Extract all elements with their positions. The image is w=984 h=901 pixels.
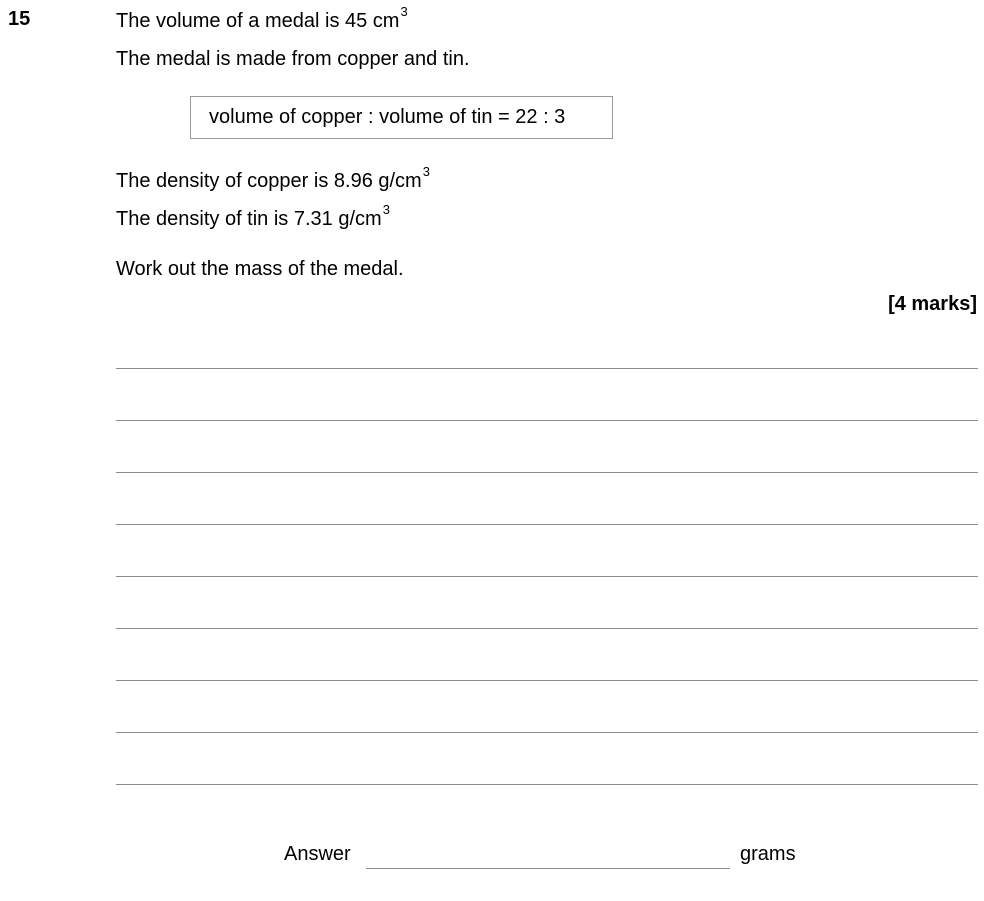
copper-density-statement	[116, 164, 430, 193]
answer-unit: grams	[740, 843, 796, 865]
working-line[interactable]	[116, 524, 978, 525]
working-line[interactable]	[116, 784, 978, 785]
answer-field[interactable]	[366, 868, 730, 869]
working-line[interactable]	[116, 472, 978, 473]
material-statement: The medal is made from copper and tin.	[116, 48, 470, 70]
tin-density-text: The density of tin is 7.31 g/cm	[116, 208, 382, 230]
copper-density-exponent: 3	[422, 164, 430, 179]
volume-statement	[116, 4, 408, 33]
answer-label: Answer	[284, 843, 351, 865]
volume-text: The volume of a medal is 45 cm	[116, 10, 400, 32]
working-line[interactable]	[116, 628, 978, 629]
working-line[interactable]	[116, 680, 978, 681]
tin-density-exponent: 3	[382, 202, 390, 217]
marks-label: [4 marks]	[888, 293, 977, 315]
tin-density-statement	[116, 202, 390, 231]
instruction: Work out the mass of the medal.	[116, 258, 404, 280]
working-line[interactable]	[116, 420, 978, 421]
volume-exponent: 3	[400, 4, 408, 19]
copper-density-text: The density of copper is 8.96 g/cm	[116, 170, 422, 192]
question-number: 15	[8, 8, 31, 30]
working-line[interactable]	[116, 368, 978, 369]
ratio-box	[190, 96, 613, 139]
ratio-text: volume of copper : volume of tin = 22 : 3	[209, 106, 566, 128]
working-line[interactable]	[116, 732, 978, 733]
working-line[interactable]	[116, 576, 978, 577]
